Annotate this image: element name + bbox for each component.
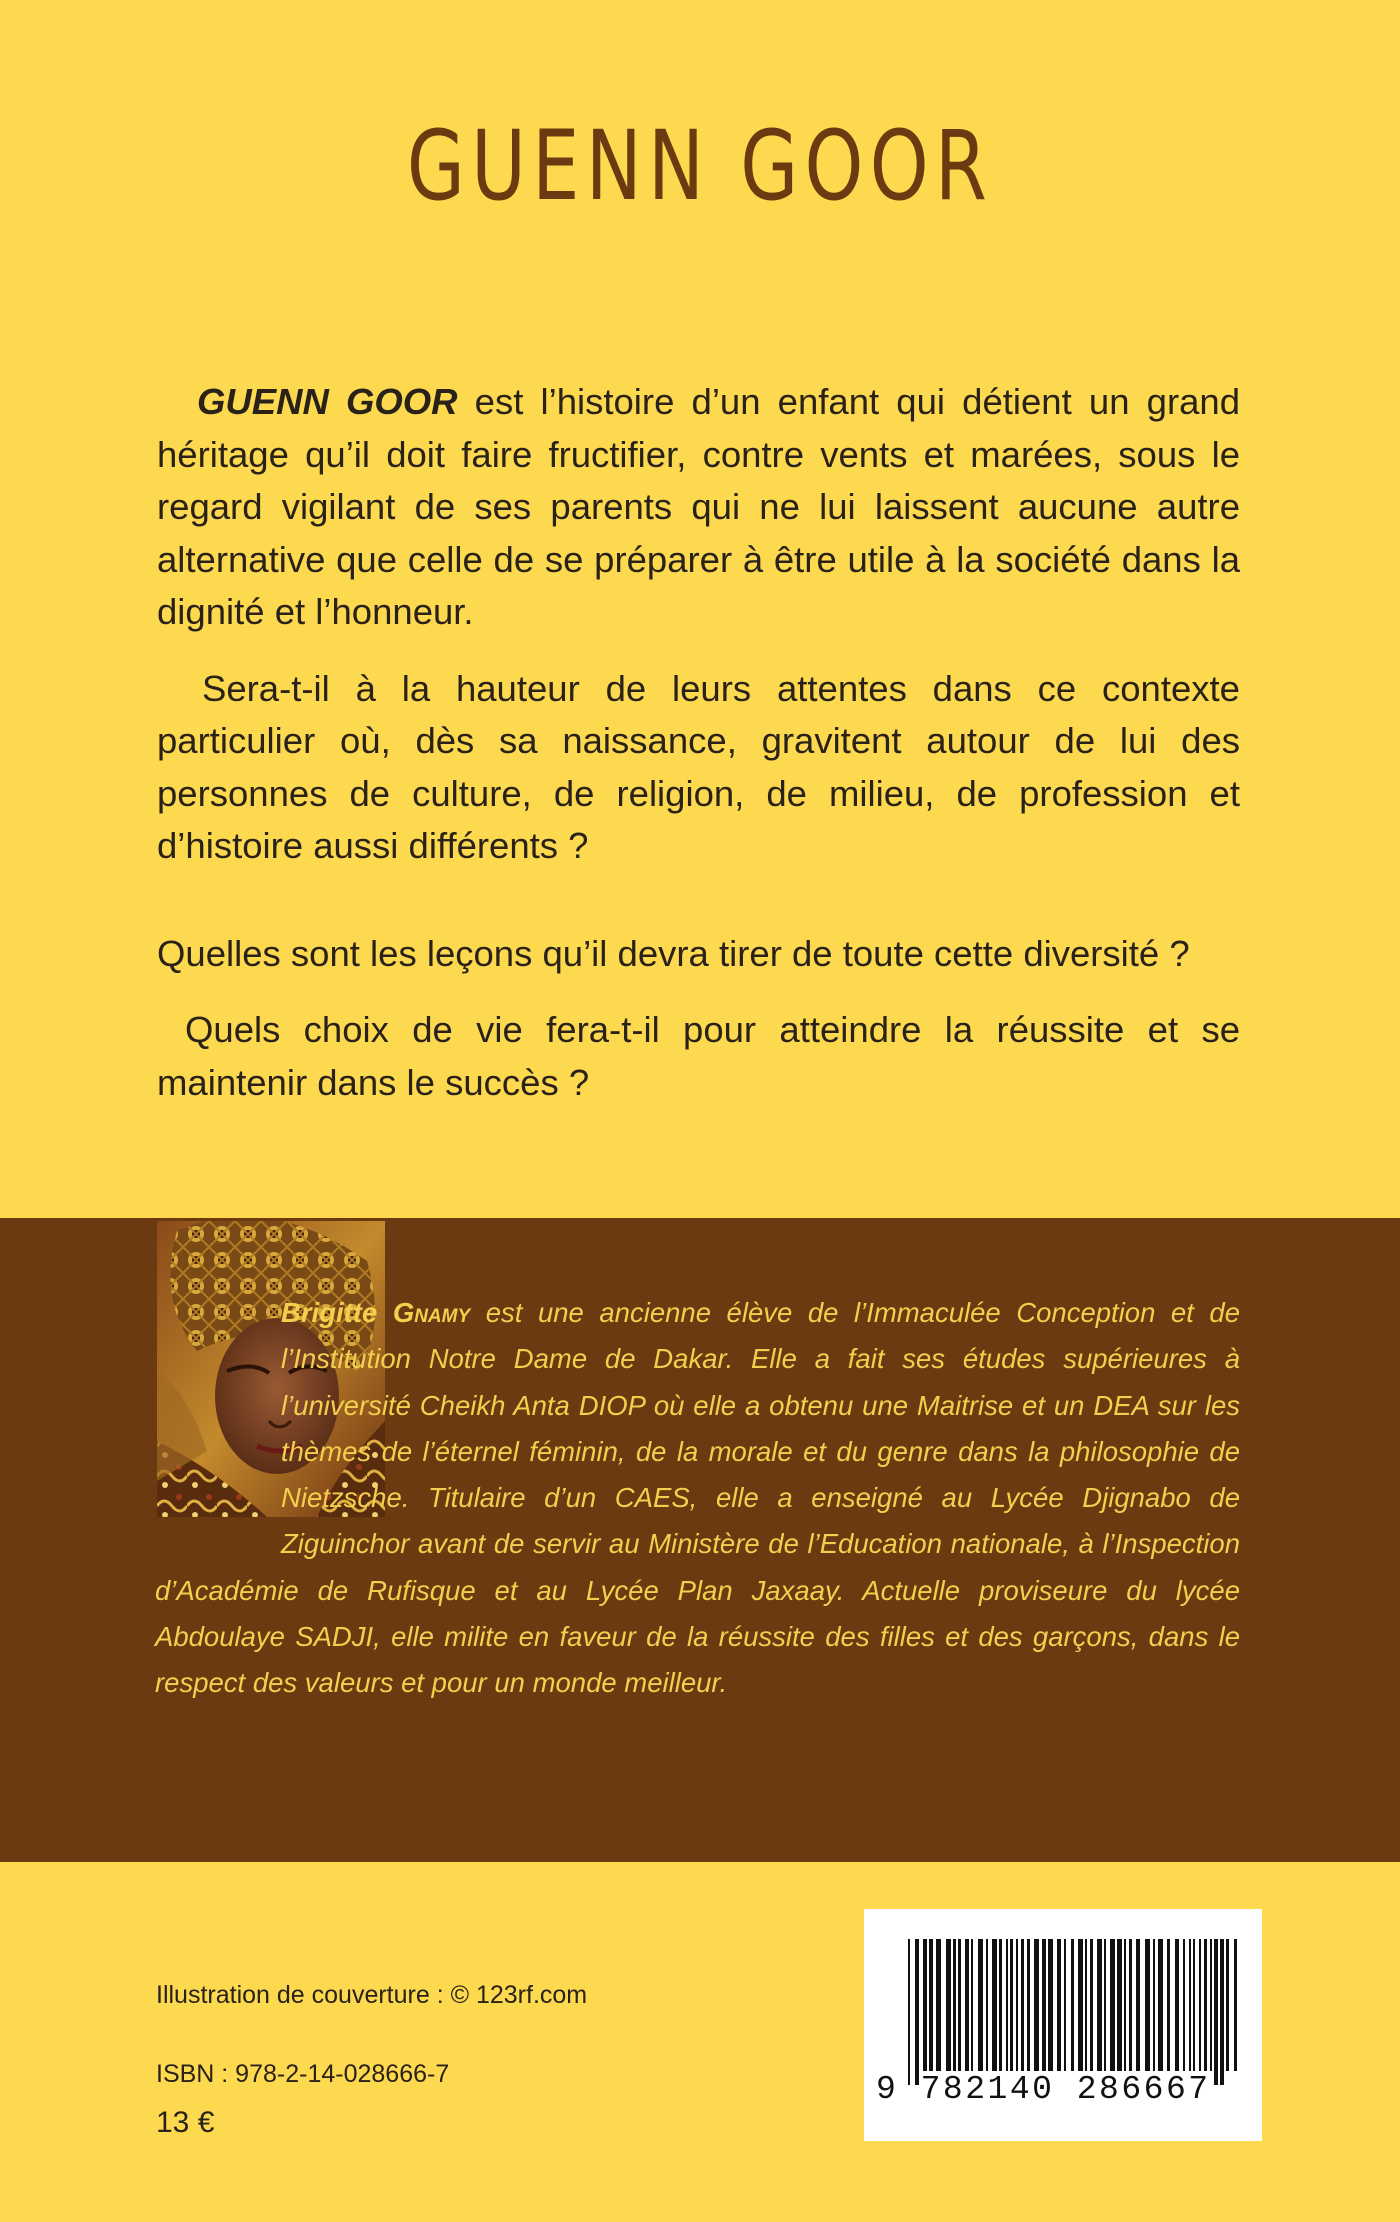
barcode-bar <box>1034 1939 1039 2071</box>
isbn: ISBN : 978-2-14-028666-7 <box>156 2060 450 2088</box>
barcode-bar <box>946 1939 951 2071</box>
summary-paragraph-1-text: est l’histoire d’un enfant qui détient un grand héritage qu’il doit faire fructifier, contre vents et marées, sous le regard vigilant de ses parents qui ne lui laissent aucune autre alternative que celle de se préparer à être utile à la société dans la dignité et l’honneur. <box>157 381 1240 632</box>
author-bio-text <box>155 1290 1240 1707</box>
barcode-bar <box>971 1939 973 2071</box>
barcode-bar <box>1175 1939 1179 2071</box>
author-last-name: Gnamy <box>392 1297 471 1328</box>
barcode-bar <box>1234 1939 1237 2071</box>
barcode-bar <box>1010 1939 1013 2071</box>
barcode-bar <box>1189 1939 1191 2071</box>
book-summary <box>157 376 1240 1109</box>
author-bio-body: est une ancienne élève de l’Immaculée Conception et de l’Institution Notre Dame de Dakar. Elle a fait ses études supérieures à l’université Cheikh Anta DIOP où elle a obtenu une Maitrise et un DEA sur les thèmes de l’éternel féminin, de la morale et du genre dans la philosophie de Nietzsche. Titulaire d’un CAES, elle a enseigné au Lycée Djignabo de Ziguinchor avant de servir au Ministère de l’Education nationale, à l’Inspection d’Académie de Rufisque et au Lycée Plan Jaxaay. Actuelle proviseure du lycée Abdoulaye SADJI, elle milite en faveur de la réussite des filles et des garçons, dans le respect des valeurs et pour un monde meilleur. <box>155 1297 1240 1699</box>
illustration-credit: Illustration de couverture : © 123rf.com <box>156 1981 588 2009</box>
summary-paragraph-2: Sera-t-il à la hauteur de leurs attentes dans ce contexte particulier où, dès sa naissance, gravitent autour de lui des personnes de culture, de religion, de milieu, de profession et d’histoire aussi différents ? <box>157 667 1240 866</box>
author-name <box>281 1297 470 1328</box>
barcode-bar <box>1097 1939 1102 2071</box>
barcode-bar <box>986 1939 988 2071</box>
barcode-bar <box>1199 1939 1201 2071</box>
author-first-name: Brigitte <box>281 1297 393 1328</box>
barcode-bar <box>915 1939 919 2085</box>
barcode-number: 9 782140 286667 <box>876 2071 1211 2108</box>
barcode-bar <box>1006 1939 1008 2071</box>
barcode-bar <box>1048 1939 1053 2071</box>
barcode-bar <box>953 1939 956 2071</box>
summary-paragraph-3: Quelles sont les leçons qu’il devra tirer de toute cette diversité ? <box>157 932 1190 974</box>
barcode-bar <box>978 1939 983 2071</box>
barcode-bar <box>1078 1939 1083 2071</box>
barcode-bar <box>929 1939 933 2071</box>
barcode-bar <box>1016 1939 1018 2071</box>
barcode-bar <box>999 1939 1002 2071</box>
barcode-bar <box>1117 1939 1122 2071</box>
book-title: GUENN GOOR <box>406 110 994 222</box>
barcode-bar <box>965 1939 969 2071</box>
barcode-bar <box>1042 1939 1046 2071</box>
barcode-bar <box>958 1939 961 2071</box>
barcode-bar <box>1085 1939 1087 2071</box>
barcode-bar <box>1153 1939 1155 2071</box>
barcode-bar <box>1167 1939 1170 2071</box>
barcode-bar <box>1071 1939 1074 2071</box>
barcode-bar <box>1057 1939 1061 2071</box>
barcode-bar <box>936 1939 941 2071</box>
barcode-bar <box>1064 1939 1066 2071</box>
barcode-bar <box>1158 1939 1163 2071</box>
barcode-bar <box>1183 1939 1185 2071</box>
barcode-bar <box>1124 1939 1126 2071</box>
summary-paragraph-4: Quels choix de vie fera-t-il pour atteindre la réussite et se maintenir dans le succès ? <box>157 1009 1240 1103</box>
barcode <box>864 1909 1262 2141</box>
barcode-bar <box>923 1939 927 2071</box>
barcode-bar <box>1193 1939 1195 2071</box>
barcode-bar <box>1027 1939 1030 2071</box>
summary-lead-title: GUENN GOOR <box>197 381 458 422</box>
author-bio <box>0 1290 1400 1707</box>
barcode-bar <box>1210 1939 1212 2071</box>
barcode-bar <box>1145 1939 1150 2071</box>
photo-spacer <box>0 1290 281 1530</box>
summary-paragraph-1 <box>157 376 1240 639</box>
barcode-bar <box>992 1939 997 2071</box>
barcode-bar <box>1110 1939 1115 2071</box>
price: 13 € <box>156 2106 215 2139</box>
barcode-bar <box>1204 1939 1207 2071</box>
barcode-bar <box>1021 1939 1024 2071</box>
barcode-bar <box>1214 1939 1218 2085</box>
barcode-bar <box>1136 1939 1140 2071</box>
barcode-bar <box>1090 1939 1093 2071</box>
barcode-bar <box>1104 1939 1106 2071</box>
barcode-bar <box>1129 1939 1132 2071</box>
barcode-bar <box>1220 1939 1224 2085</box>
barcode-bar <box>1226 1939 1229 2071</box>
barcode-bar <box>908 1939 910 2085</box>
